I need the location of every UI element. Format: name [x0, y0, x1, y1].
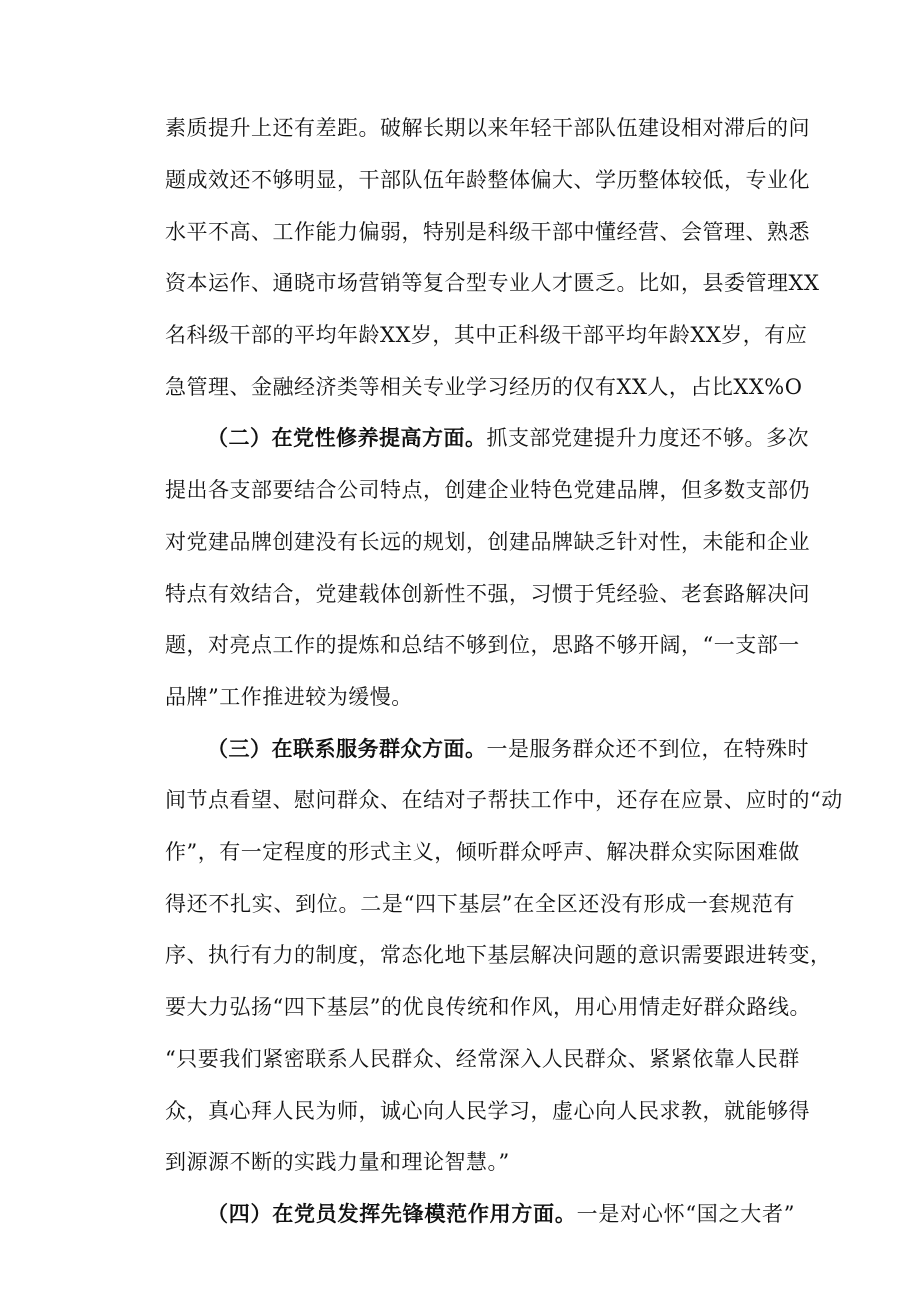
- text-line: 要大力弘扬“四下基层”的优良传统和作风，用心用情走好群众路线。: [165, 995, 811, 1019]
- section-heading-line: [207, 1200, 795, 1228]
- text-line: 提出各支部要结合公司特点，创建企业特色党建品牌，但多数支部仍: [165, 478, 810, 502]
- text-line: 序、执行有力的制度，常态化地下基层解决问题的意识需要跟进转变，: [165, 943, 832, 967]
- section-heading: （二）在党性修养提高方面。: [207, 425, 487, 450]
- section-heading-line: [207, 424, 809, 452]
- text-line: 题，对亮点工作的提炼和总结不够到位，思路不够开阔，“一支部一: [165, 633, 800, 657]
- section-text: 一是服务群众还不到位，在特殊时: [486, 737, 809, 761]
- text-line: 对党建品牌创建没有长远的规划，创建品牌缺乏针对性，未能和企业: [165, 530, 810, 554]
- text-line: 间节点看望、慰问群众、在结对子帮扶工作中，还存在应景、应时的“动: [165, 788, 843, 812]
- text-line: 品牌”工作推进较为缓慢。: [165, 685, 413, 709]
- section-text: 一是对心怀“国之大者”: [576, 1202, 795, 1226]
- text-line: 题成效还不够明显，干部队伍年龄整体偏大、学历整体较低，专业化: [165, 168, 810, 192]
- text-line: 水平不高、工作能力偏弱，特别是科级干部中懂经营、会管理、熟悉: [165, 220, 810, 244]
- text-line: “只要我们紧密联系人民群众、经常深入人民群众、紧紧依靠人民群: [165, 1047, 800, 1071]
- section-heading-line: [207, 735, 809, 763]
- text-line: 作”，有一定程度的形式主义，倾听群众呼声、解决群众实际困难做: [165, 840, 800, 864]
- section-text: 抓支部党建提升力度还不够。多次: [486, 426, 809, 450]
- text-line: 得还不扎实、到位。二是“四下基层”在全区还没有形成一套规范有: [165, 892, 795, 916]
- section-heading: （四）在党员发挥先锋模范作用方面。: [207, 1201, 577, 1226]
- text-line: 到源源不断的实践力量和理论智慧。”: [165, 1150, 510, 1174]
- text-line: 素质提升上还有差距。破解长期以来年轻干部队伍建设相对滞后的问: [165, 116, 810, 140]
- text-line: 名科级干部的平均年龄XX岁，其中正科级干部平均年龄XX岁，有应: [165, 323, 808, 347]
- text-line: 特点有效结合，党建载体创新性不强，习惯于凭经验、老套路解决问: [165, 582, 810, 606]
- text-line: 众，真心拜人民为师，诚心向人民学习，虚心向人民求教，就能够得: [165, 1099, 810, 1123]
- text-line: 资本运作、通晓市场营销等复合型专业人才匮乏。比如，县委管理XX: [165, 271, 820, 295]
- section-heading: （三）在联系服务群众方面。: [207, 736, 487, 761]
- text-line: 急管理、金融经济类等相关专业学习经历的仅有XX人，占比XX%O: [165, 375, 803, 399]
